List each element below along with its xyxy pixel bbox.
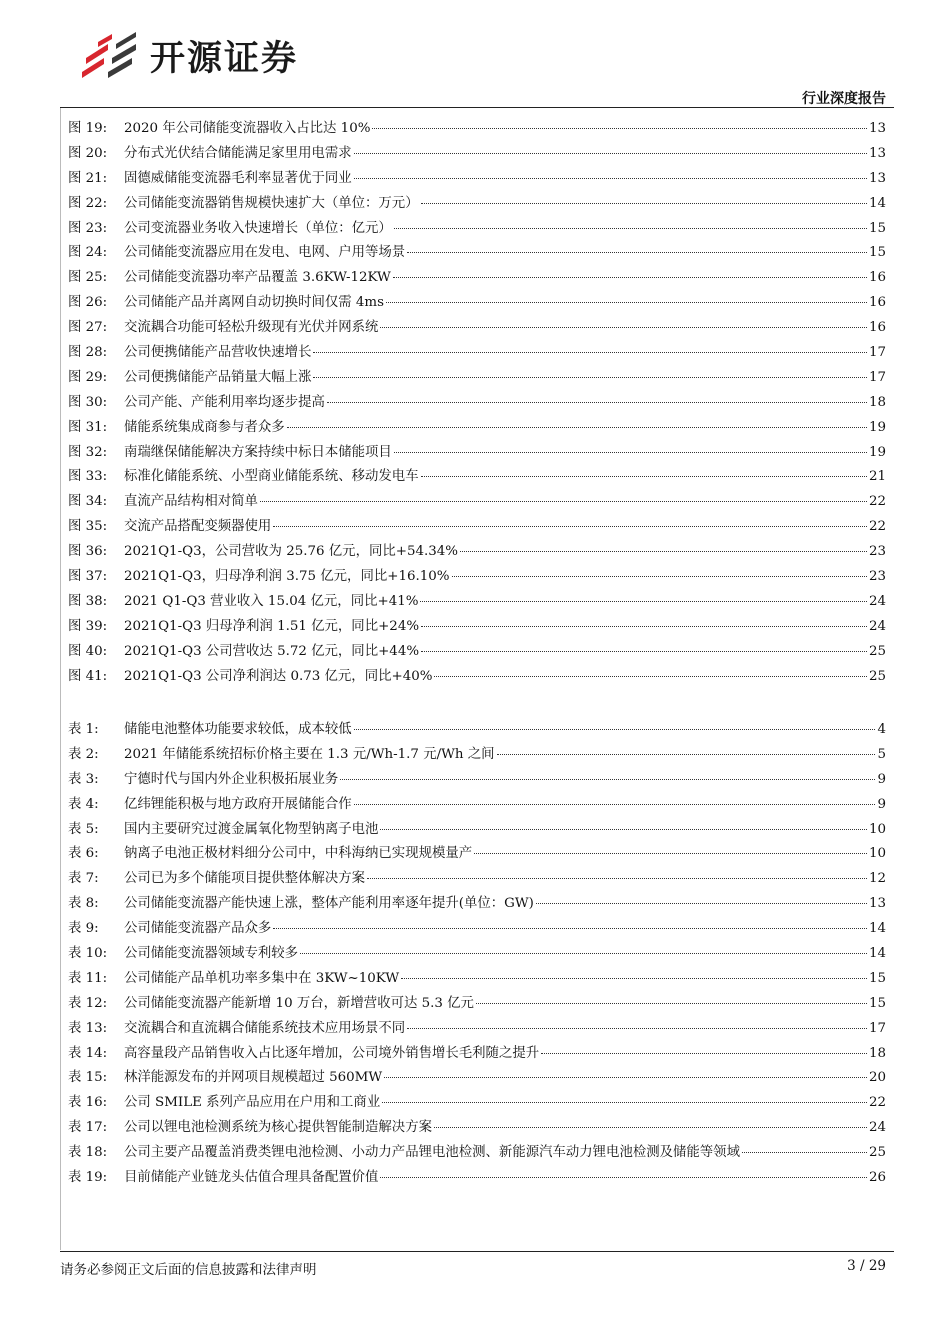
toc-entry-title: 2021Q1-Q3，归母净利润 3.75 亿元，同比+16.10%	[124, 569, 450, 585]
toc-entry-title: 公司产能、产能利用率均逐步提高	[124, 394, 325, 410]
toc-entry[interactable]	[68, 540, 886, 565]
toc-entry-title: 公司储能变流器销售规模快速扩大（单位：万元）	[124, 195, 419, 211]
toc-entry-label: 表 1:	[68, 722, 99, 737]
toc-entry-page: 13	[868, 170, 886, 186]
toc-leader-dots	[260, 501, 867, 502]
toc-entry[interactable]	[68, 465, 886, 490]
toc-entry-title: 公司储能变流器应用在发电、电网、户用等场景	[124, 245, 406, 261]
toc-leader-dots	[394, 452, 867, 453]
toc-leader-dots	[434, 1127, 867, 1128]
toc-entry[interactable]	[68, 316, 886, 341]
toc-entry-label: 表 3:	[68, 771, 99, 787]
toc-entry-label: 图 30:	[68, 394, 108, 410]
toc-entry-label: 图 39:	[68, 618, 108, 634]
toc-leader-dots	[380, 1177, 867, 1178]
toc-entry-page: 17	[868, 369, 886, 385]
toc-entry-title: 2021 Q1-Q3 营业收入 15.04 亿元，同比+41%	[124, 593, 419, 609]
toc-entry-label: 表 16:	[68, 1095, 108, 1111]
toc-entry-page: 25	[868, 1145, 886, 1161]
toc-entry-title: 公司便携储能产品销量大幅上涨	[124, 369, 312, 385]
logo	[78, 28, 298, 84]
toc-leader-dots	[407, 252, 867, 253]
toc-leader-dots	[372, 128, 867, 129]
toc-entry[interactable]	[68, 266, 886, 291]
toc-entry-page: 15	[868, 245, 886, 261]
toc-leader-dots	[354, 178, 867, 179]
toc-entry-label: 图 41:	[68, 668, 108, 684]
toc-entry-title: 公司储能变流器领域专利较多	[124, 946, 299, 962]
toc-entry[interactable]	[68, 291, 886, 316]
toc-entry-label: 表 8:	[68, 896, 99, 912]
toc-entry[interactable]	[68, 1017, 886, 1042]
toc-leader-dots	[300, 953, 867, 954]
toc-entry-label: 表 13:	[68, 1020, 108, 1036]
logo-mark-icon	[78, 28, 140, 84]
toc-entry-label: 图 34:	[68, 494, 108, 510]
toc-leader-dots	[420, 601, 866, 602]
toc-entry-page: 16	[868, 270, 886, 286]
toc-entry[interactable]	[68, 391, 886, 416]
toc-entry-label: 图 28:	[68, 345, 108, 361]
toc-entry-label: 表 5:	[68, 821, 99, 837]
footer-disclaimer: 请务必参阅正文后面的信息披露和法律声明	[60, 1262, 317, 1278]
toc-leader-dots	[273, 928, 867, 929]
toc-entry-page: 23	[868, 569, 886, 585]
toc-entry-title: 交流耦合和直流耦合储能系统技术应用场景不同	[124, 1020, 406, 1036]
toc-entry-title: 公司主要产品覆盖消费类锂电池检测、小动力产品锂电池检测、新能源汽车动力锂电池检测及储能等领域	[124, 1145, 740, 1161]
toc-entry-page: 24	[868, 618, 886, 634]
toc-entry-page: 26	[868, 1170, 886, 1186]
toc-entry-page: 19	[868, 444, 886, 460]
toc-leader-dots	[421, 203, 867, 204]
toc-entry-page: 24	[868, 1120, 886, 1136]
toc-entry-page: 21	[868, 469, 886, 485]
toc-entry-label: 表 19:	[68, 1170, 108, 1186]
toc-leader-dots	[354, 804, 876, 805]
figure-index	[68, 117, 886, 689]
toc-entry-label: 图 40:	[68, 643, 108, 659]
toc-entry[interactable]	[68, 366, 886, 391]
toc-entry-title: 2021Q1-Q3 公司营收达 5.72 亿元，同比+44%	[124, 643, 420, 659]
toc-entry[interactable]	[68, 743, 886, 768]
toc-entry-page: 22	[868, 494, 886, 510]
toc-entry-label: 图 36:	[68, 544, 108, 560]
toc-entry-label: 表 6:	[68, 846, 99, 862]
toc-entry[interactable]	[68, 992, 886, 1017]
toc-entry[interactable]	[68, 892, 886, 917]
toc-entry[interactable]	[68, 967, 886, 992]
toc-leader-dots	[452, 576, 867, 577]
report-type: 行业深度报告	[802, 91, 886, 107]
toc-entry-title: 目前储能产业链龙头估值合理具备配置价值	[124, 1170, 379, 1186]
toc-leader-dots	[394, 228, 867, 229]
toc-leader-dots	[384, 1077, 867, 1078]
toc-leader-dots	[460, 551, 867, 552]
toc-entry-title: 公司储能变流器产品众多	[124, 921, 272, 937]
toc-entry[interactable]	[68, 142, 886, 167]
toc-entry-label: 图 20:	[68, 145, 108, 161]
toc-leader-dots	[421, 651, 867, 652]
toc-entry-page: 13	[868, 145, 886, 161]
logo-text: 开源证券	[150, 39, 299, 79]
toc-entry[interactable]	[68, 665, 886, 690]
toc-entry-label: 图 29:	[68, 369, 108, 385]
toc-entry-title: 公司储能产品单机功率多集中在 3KW~10KW	[124, 970, 400, 986]
toc-entry-title: 公司储能变流器产能新增 10 万台，新增营收可达 5.3 亿元	[124, 995, 474, 1011]
toc-entry-label: 图 21:	[68, 170, 108, 186]
toc-entry-title: 标准化储能系统、小型商业储能系统、移动发电车	[124, 469, 419, 485]
toc-leader-dots	[474, 853, 867, 854]
toc-entry-page: 13	[868, 121, 886, 136]
toc-entry-title: 储能系统集成商参与者众多	[124, 419, 285, 435]
toc-entry[interactable]	[68, 217, 886, 242]
toc-entry-title: 公司储能产品并离网自动切换时间仅需 4ms	[124, 295, 384, 311]
toc-entry[interactable]	[68, 768, 886, 793]
toc-entry-page: 12	[868, 871, 886, 887]
toc-entry[interactable]	[68, 490, 886, 515]
toc-entry-title: 交流产品搭配变频器使用	[124, 519, 272, 535]
toc-entry-title: 公司储能变流器产能快速上涨，整体产能利用率逐年提升(单位：GW)	[124, 896, 534, 912]
toc-entry[interactable]	[68, 416, 886, 441]
toc-entry-page: 24	[868, 593, 886, 609]
toc-entry-page: 22	[868, 519, 886, 535]
toc-entry[interactable]	[68, 1116, 886, 1141]
toc-leader-dots	[393, 277, 867, 278]
toc-entry-title: 2021Q1-Q3 公司净利润达 0.73 亿元，同比+40%	[124, 668, 433, 684]
toc-entry-label: 图 31:	[68, 419, 108, 435]
toc-entry-page: 13	[868, 896, 886, 912]
toc-entry-label: 图 37:	[68, 569, 108, 585]
toc-entry-title: 直流产品结构相对简单	[124, 494, 258, 510]
toc-entry-title: 公司便携储能产品营收快速增长	[124, 345, 312, 361]
toc-entry-label: 表 7:	[68, 871, 99, 887]
toc-entry-page: 17	[868, 345, 886, 361]
toc-entry[interactable]	[68, 1042, 886, 1067]
toc-entry[interactable]	[68, 565, 886, 590]
toc-entry[interactable]	[68, 1141, 886, 1166]
toc-entry-title: 2021 年储能系统招标价格主要在 1.3 元/Wh-1.7 元/Wh 之间	[124, 746, 495, 762]
toc-entry-page: 15	[868, 970, 886, 986]
toc-entry[interactable]	[68, 1166, 886, 1191]
toc-entry-label: 图 25:	[68, 270, 108, 286]
toc-entry-page: 9	[877, 796, 886, 812]
toc-entry-label: 图 35:	[68, 519, 108, 535]
toc-entry[interactable]	[68, 1066, 886, 1091]
toc-leader-dots	[327, 402, 867, 403]
toc-entry[interactable]	[68, 718, 886, 743]
toc-entry-page: 10	[868, 821, 886, 837]
toc-entry-page: 14	[868, 195, 886, 211]
toc-entry[interactable]	[68, 917, 886, 942]
toc-entry-label: 表 4:	[68, 796, 99, 812]
toc-entry[interactable]	[68, 818, 886, 843]
toc-leader-dots	[354, 729, 876, 730]
toc-entry-label: 图 32:	[68, 444, 108, 460]
toc-leader-dots	[340, 779, 875, 780]
footer-rule	[60, 1251, 894, 1252]
toc-entry-label: 表 17:	[68, 1120, 108, 1136]
toc-leader-dots	[421, 476, 867, 477]
toc-entry[interactable]	[68, 793, 886, 818]
table-index	[68, 718, 886, 1191]
toc-entry-page: 10	[868, 846, 886, 862]
toc-entry[interactable]	[68, 1091, 886, 1116]
toc-entry-page: 4	[877, 722, 886, 737]
toc-leader-dots	[313, 377, 866, 378]
toc-entry[interactable]	[68, 615, 886, 640]
toc-leader-dots	[287, 427, 867, 428]
toc-entry-title: 公司 SMILE 系列产品应用在户用和工商业	[124, 1095, 381, 1111]
toc-leader-dots	[541, 1053, 867, 1054]
toc-leader-dots	[354, 153, 867, 154]
toc-entry-label: 图 33:	[68, 469, 108, 485]
toc-entry-label: 表 2:	[68, 746, 99, 762]
toc-entry[interactable]	[68, 167, 886, 192]
toc-entry-title: 亿纬锂能积极与地方政府开展储能合作	[124, 796, 352, 812]
toc-entry-title: 2021Q1-Q3，公司营收为 25.76 亿元，同比+54.34%	[124, 544, 459, 560]
toc-entry-title: 南瑞继保储能解决方案持续中标日本储能项目	[124, 444, 392, 460]
toc-leader-dots	[421, 626, 867, 627]
toc-entry-label: 图 19:	[68, 121, 108, 136]
toc-leader-dots	[386, 302, 867, 303]
toc-entry-label: 表 14:	[68, 1045, 108, 1061]
toc-entry-title: 钠离子电池正极材料细分公司中，中科海纳已实现规模量产	[124, 846, 473, 862]
footer-page-number: 3 / 29	[847, 1258, 886, 1274]
toc-entry-label: 图 24:	[68, 245, 108, 261]
toc-entry-title: 公司变流器业务收入快速增长（单位：亿元）	[124, 220, 392, 236]
toc-entry[interactable]	[68, 192, 886, 217]
toc-entry-label: 表 11:	[68, 970, 108, 986]
toc-entry-page: 16	[868, 320, 886, 336]
header-rule	[60, 107, 894, 108]
toc-leader-dots	[382, 1102, 867, 1103]
toc-entry-label: 表 10:	[68, 946, 108, 962]
toc-leader-dots	[367, 878, 867, 879]
toc-entry-label: 图 22:	[68, 195, 108, 211]
toc-entry-label: 图 26:	[68, 295, 108, 311]
toc-entry[interactable]	[68, 590, 886, 615]
toc-entry[interactable]	[68, 842, 886, 867]
toc-entry-label: 图 27:	[68, 320, 108, 336]
toc-leader-dots	[313, 352, 866, 353]
toc-entry-title: 固德威储能变流器毛利率显著优于同业	[124, 170, 352, 186]
toc-entry-page: 15	[868, 995, 886, 1011]
toc-entry-page: 5	[877, 746, 886, 762]
toc-entry[interactable]	[68, 241, 886, 266]
toc-entry-title: 宁德时代与国内外企业积极拓展业务	[124, 771, 339, 787]
toc-entry-title: 2020 年公司储能变流器收入占比达 10%	[124, 121, 371, 136]
toc-entry-title: 国内主要研究过渡金属氧化物型钠离子电池	[124, 821, 379, 837]
toc-entry-title: 储能电池整体功能要求较低，成本较低	[124, 722, 352, 737]
toc-leader-dots	[273, 526, 867, 527]
toc-entry-page: 18	[868, 1045, 886, 1061]
toc-entry[interactable]	[68, 117, 886, 142]
toc-leader-dots	[497, 754, 876, 755]
toc-entry-title: 公司以锂电池检测系统为核心提供智能制造解决方案	[124, 1120, 432, 1136]
toc-entry[interactable]	[68, 441, 886, 466]
toc-entry-title: 2021Q1-Q3 归母净利润 1.51 亿元，同比+24%	[124, 618, 420, 634]
toc-entry-page: 22	[868, 1095, 886, 1111]
toc-entry[interactable]	[68, 515, 886, 540]
toc-entry-page: 25	[868, 668, 886, 684]
toc-entry[interactable]	[68, 640, 886, 665]
toc-leader-dots	[380, 829, 867, 830]
toc-entry-page: 14	[868, 921, 886, 937]
toc-entry-label: 表 15:	[68, 1070, 108, 1086]
toc-entry-page: 19	[868, 419, 886, 435]
toc-entry-label: 表 9:	[68, 921, 99, 937]
toc-entry-label: 图 38:	[68, 593, 108, 609]
toc-entry-title: 交流耦合功能可轻松升级现有光伏并网系统	[124, 320, 379, 336]
toc-leader-dots	[536, 903, 867, 904]
toc-entry-title: 公司已为多个储能项目提供整体解决方案	[124, 871, 366, 887]
toc-entry-title: 高容量段产品销售收入占比逐年增加，公司境外销售增长毛利随之提升	[124, 1045, 540, 1061]
toc-entry[interactable]	[68, 867, 886, 892]
toc-entry-page: 23	[868, 544, 886, 560]
toc-entry-page: 20	[868, 1070, 886, 1086]
toc-entry-page: 15	[868, 220, 886, 236]
toc-entry-title: 分布式光伏结合储能满足家里用电需求	[124, 145, 352, 161]
toc-entry-page: 25	[868, 643, 886, 659]
toc-leader-dots	[434, 676, 866, 677]
toc-leader-dots	[401, 978, 867, 979]
toc-entry-label: 图 23:	[68, 220, 108, 236]
toc-entry[interactable]	[68, 341, 886, 366]
toc-entry-page: 18	[868, 394, 886, 410]
toc-leader-dots	[476, 1003, 867, 1004]
toc-entry-page: 16	[868, 295, 886, 311]
toc-entry-title: 公司储能变流器功率产品覆盖 3.6KW-12KW	[124, 270, 391, 286]
toc-entry-page: 14	[868, 946, 886, 962]
page-frame-line	[60, 108, 61, 1250]
toc-entry-title: 林洋能源发布的并网项目规模超过 560MW	[124, 1070, 383, 1086]
toc-entry-page: 9	[877, 771, 886, 787]
toc-entry[interactable]	[68, 942, 886, 967]
toc-leader-dots	[380, 327, 867, 328]
toc-entry-page: 17	[868, 1020, 886, 1036]
toc-entry-label: 表 12:	[68, 995, 108, 1011]
toc-leader-dots	[407, 1028, 867, 1029]
toc-leader-dots	[742, 1152, 867, 1153]
toc-entry-label: 表 18:	[68, 1145, 108, 1161]
